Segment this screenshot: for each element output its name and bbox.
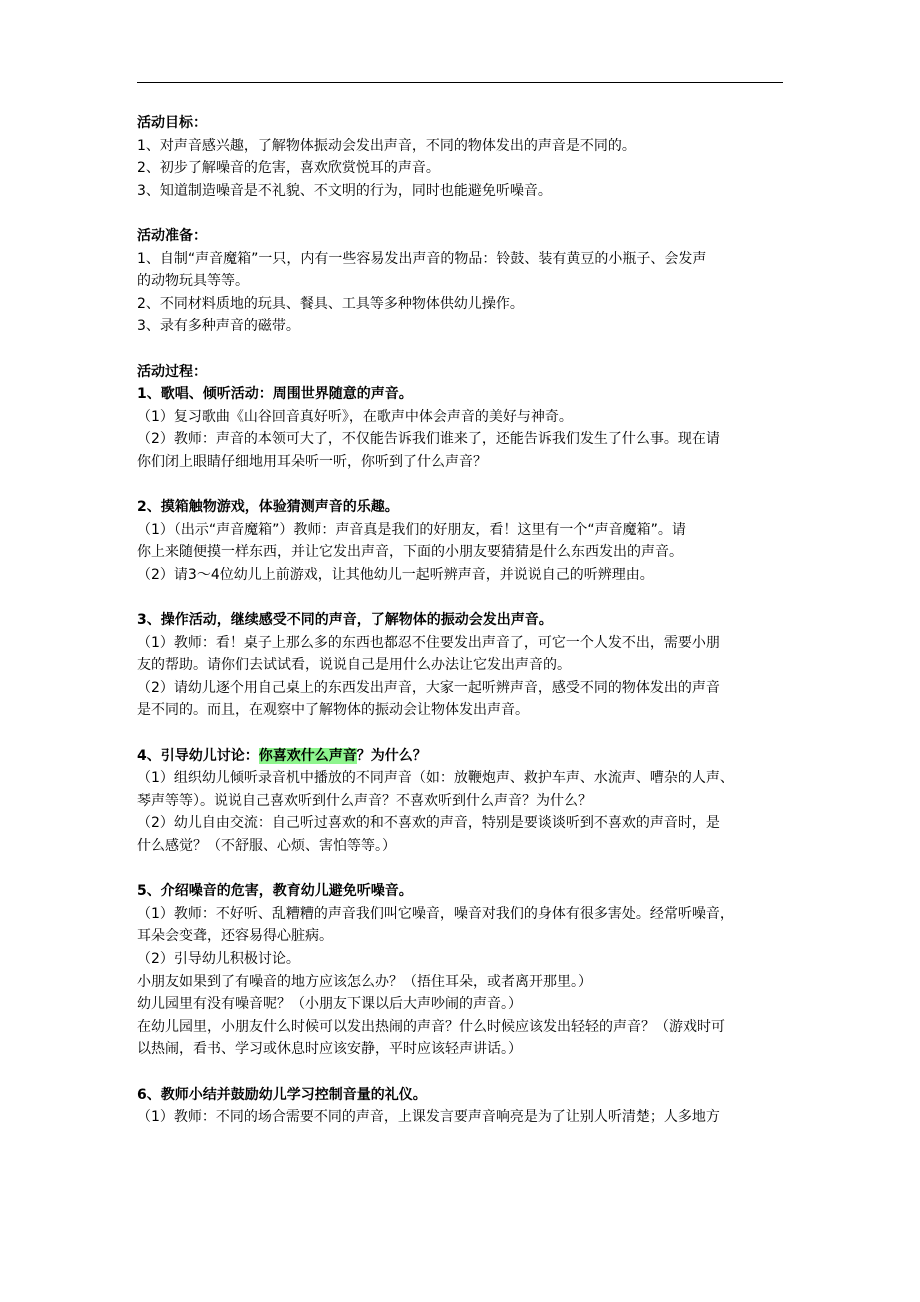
step-1-heading: 1、歌唱、倾听活动：周围世界随意的声音。: [137, 386, 413, 403]
goal-item: 2、初步了解噪音的危害，喜欢欣赏悦耳的声音。: [137, 160, 440, 177]
step-3-line: 友的帮助。请你们去试试看，说说自己是用什么办法让它发出声音的。: [137, 657, 571, 674]
step-3-heading: 3、操作活动，继续感受不同的声音，了解物体的振动会发出声音。: [137, 612, 553, 629]
step-3-line: （2）请幼儿逐个用自己桌上的东西发出声音，大家一起听辨声音，感受不同的物体发出的声音: [137, 679, 720, 696]
step-2-line: （1）（出示“声音魔箱”）教师：声音真是我们的好朋友，看！这里有一个“声音魔箱”。请: [137, 521, 686, 538]
prep-title: 活动准备：: [137, 227, 207, 244]
step-4-heading: [137, 745, 797, 768]
step-6-heading: 6、教师小结并鼓励幼儿学习控制音量的礼仪。: [137, 1086, 427, 1103]
step-5-line: 小朋友如果到了有噪音的地方应该怎么办？（捂住耳朵，或者离开那里。）: [137, 973, 592, 990]
prep-item: 2、不同材料质地的玩具、餐具、工具等多种物体供幼儿操作。: [137, 295, 524, 312]
step-2-heading: 2、摸箱触物游戏，体验猜测声音的乐趣。: [137, 499, 399, 516]
step-1-line: 你们闭上眼睛仔细地用耳朵听一听，你听到了什么声音？: [137, 453, 487, 470]
step-4-line: 什么感觉？（不舒服、心烦、害怕等等。）: [137, 838, 396, 854]
prep-item: 的动物玩具等等。: [137, 273, 249, 290]
spacer: [137, 338, 797, 361]
step-6-line: （1）教师：不同的场合需要不同的声音，上课发言要声音响亮是为了让别人听清楚；人多地方: [137, 1109, 720, 1126]
goals-title: 活动目标：: [137, 115, 207, 131]
process-title: 活动过程：: [137, 363, 207, 380]
step-4-line: （1）组织幼儿倾听录音机中播放的不同声音（如：放鞭炮声、救护车声、水流声、嘈杂的人声、: [137, 770, 734, 787]
prep-item: 1、自制“声音魔箱”一只，内有一些容易发出声音的物品：铃鼓、装有黄豆的小瓶子、会发声: [137, 250, 707, 267]
step-2-line: 你上来随便摸一样东西，并让它发出声音，下面的小朋友要猜猜是什么东西发出的声音。: [137, 544, 683, 561]
document-body: [137, 112, 797, 1129]
spacer: [137, 586, 797, 609]
goal-item: 1、对声音感兴趣，了解物体振动会发出声音，不同的物体发出的声音是不同的。: [137, 137, 636, 154]
step-4-heading-post: ？为什么？: [356, 747, 427, 764]
header-rule: [137, 82, 783, 83]
step-5-line: 以热闹，看书、学习或休息时应该安静，平时应该轻声讲话。）: [137, 1041, 522, 1058]
step-4-heading-highlight: 你喜欢什么声音: [258, 747, 357, 764]
step-5-line: 耳朵会变聋，还容易得心脏病。: [137, 928, 333, 945]
step-1-line: （2）教师：声音的本领可大了，不仅能告诉我们谁来了，还能告诉我们发生了什么事。现在请: [137, 431, 720, 448]
step-1-line: （1）复习歌曲《山谷回音真好听》，在歌声中体会声音的美好与神奇。: [137, 408, 573, 425]
step-2-line: （2）请3～4位幼儿上前游戏，让其他幼儿一起听辨声音，并说说自己的听辨理由。: [137, 566, 654, 583]
step-3-line: （1）教师：看！桌子上那么多的东西也都忍不住要发出声音了，可它一个人发不出，需要小朋: [137, 634, 720, 651]
spacer: [137, 858, 797, 881]
step-4-line: 琴声等等）。说说自己喜欢听到什么声音？不喜欢听到什么声音？为什么？: [137, 792, 592, 809]
step-5-line: 在幼儿园里，小朋友什么时候可以发出热闹的声音？什么时候应该发出轻轻的声音？（游戏时可: [137, 1018, 725, 1035]
step-5-line: 幼儿园里有没有噪音呢？（小朋友下课以后大声吵闹的声音。）: [137, 996, 522, 1013]
step-4-line: （2）幼儿自由交流：自己听过喜欢的和不喜欢的声音，特别是要谈谈听到不喜欢的声音时，是: [137, 815, 720, 832]
spacer: [137, 202, 797, 225]
spacer: [137, 1061, 797, 1084]
step-5-heading: 5、介绍噪音的危害，教育幼儿避免听噪音。: [137, 883, 413, 900]
step-5-line: （1）教师：不好听、乱糟糟的声音我们叫它噪音，噪音对我们的身体有很多害处。经常听噪音，: [137, 905, 734, 922]
prep-item: 3、录有多种声音的磁带。: [137, 318, 300, 335]
goal-item: 3、知道制造噪音是不礼貌、不文明的行为，同时也能避免听噪音。: [137, 182, 552, 199]
spacer: [137, 722, 797, 745]
step-3-line: 是不同的。而且，在观察中了解物体的振动会让物体发出声音。: [137, 702, 529, 719]
spacer: [137, 474, 797, 497]
step-5-line: （2）引导幼儿积极讨论。: [137, 950, 300, 967]
step-4-heading-pre: 4、引导幼儿讨论：: [137, 747, 259, 764]
